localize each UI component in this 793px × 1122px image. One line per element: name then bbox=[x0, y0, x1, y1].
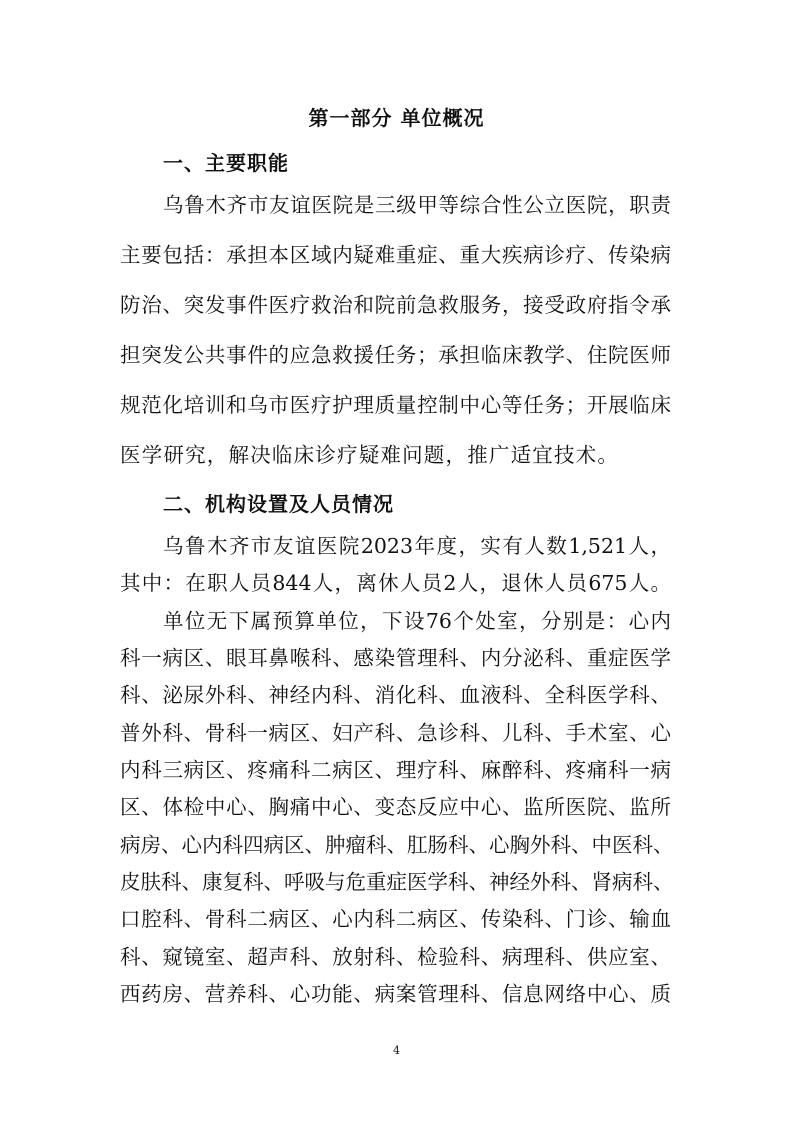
paragraph-line: 内科三病区、疼痛科二病区、理疗科、麻醉科、疼痛科一病 bbox=[120, 758, 671, 782]
paragraph-line: 乌鲁木齐市友谊医院2023年度，实有人数1,521人， bbox=[163, 534, 671, 558]
paragraph-line: 皮肤科、康复科、呼吸与危重症医学科、神经外科、肾病科、 bbox=[120, 870, 674, 894]
paragraph-line: 规范化培训和乌市医疗护理质量控制中心等任务；开展临床 bbox=[120, 393, 671, 417]
paragraph-line: 乌鲁木齐市友谊医院是三级甲等综合性公立医院，职责 bbox=[163, 193, 671, 217]
paragraph-line: 主要包括：承担本区域内疑难重症、重大疾病诊疗、传染病 bbox=[120, 243, 671, 267]
paragraph-line: 科一病区、眼耳鼻喉科、感染管理科、内分泌科、重症医学 bbox=[120, 646, 671, 670]
paragraph-line: 医学研究，解决临床诊疗疑难问题，推广适宜技术。 bbox=[120, 443, 620, 467]
paragraph-line: 区、体检中心、胸痛中心、变态反应中心、监所医院、监所 bbox=[120, 795, 671, 819]
paragraph-line: 西药房、营养科、心功能、病案管理科、信息网络中心、质 bbox=[120, 982, 671, 1006]
page-number: 4 bbox=[393, 1044, 400, 1057]
section-heading-main-functions: 一、主要职能 bbox=[163, 151, 289, 175]
page-title: 第一部分 单位概况 bbox=[308, 106, 485, 130]
paragraph-line: 担突发公共事件的应急救援任务；承担临床教学、住院医师 bbox=[120, 343, 671, 367]
paragraph-line: 口腔科、骨科二病区、心内科二病区、传染科、门诊、输血 bbox=[120, 907, 671, 931]
paragraph-line: 科、泌尿外科、神经内科、消化科、血液科、全科医学科、 bbox=[120, 683, 671, 707]
paragraph-line: 病房、心内科四病区、肿瘤科、肛肠科、心胸外科、中医科、 bbox=[120, 833, 674, 857]
paragraph-line: 防治、突发事件医疗救治和院前急救服务，接受政府指令承 bbox=[120, 293, 671, 317]
paragraph-line: 单位无下属预算单位，下设76个处室，分别是：心内 bbox=[163, 609, 671, 633]
section-heading-organization-staff: 二、机构设置及人员情况 bbox=[163, 492, 394, 516]
paragraph-line: 科、窥镜室、超声科、放射科、检验科、病理科、供应室、 bbox=[120, 945, 671, 969]
paragraph-line: 普外科、骨科一病区、妇产科、急诊科、儿科、手术室、心 bbox=[120, 721, 671, 745]
paragraph-line: 其中：在职人员844人，离休人员2人，退休人员675人。 bbox=[120, 571, 671, 595]
